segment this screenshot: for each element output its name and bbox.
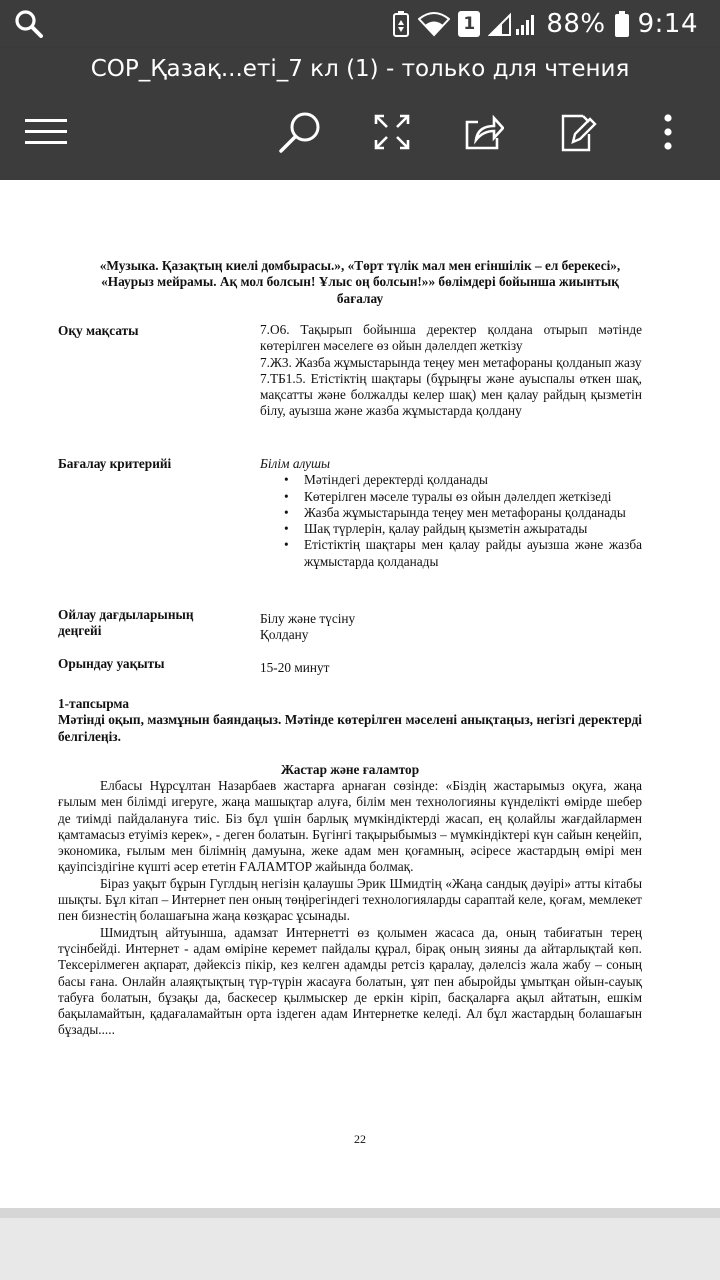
thinking-level-value bbox=[260, 611, 642, 644]
document-page[interactable] bbox=[0, 180, 720, 1208]
article-body bbox=[58, 778, 642, 1039]
sim-icon bbox=[458, 11, 480, 37]
thinking-level-line: Білу және түсіну bbox=[260, 611, 356, 626]
edit-button[interactable] bbox=[550, 110, 606, 158]
sim-badge: 1 bbox=[463, 14, 476, 34]
thinking-level-label bbox=[58, 607, 194, 640]
learning-goals-value bbox=[260, 322, 642, 420]
learning-goal: 7.ТБ1.5. Етістіктің шақтары (бұрыңғы және ауыспалы өткен шақ, мақсатты және болжалды келер шақ) мен қалау райдың қызметін білу, ауызша және жазба жұмыстарда қолдану bbox=[260, 370, 642, 419]
list-item: • Жазба жұмыстарында теңеу мен метафораны қолданады bbox=[260, 505, 642, 521]
duration-value: 15-20 минут bbox=[260, 660, 330, 675]
menu-icon bbox=[25, 117, 67, 152]
menu-button[interactable] bbox=[18, 110, 74, 158]
thinking-level-line: Қолдану bbox=[260, 627, 309, 643]
title-line: бағалау bbox=[336, 290, 384, 306]
criteria-intro: Білім алушы bbox=[260, 456, 331, 471]
learning-goal: 7.Ж3. Жазба жұмыстарында теңеу мен метафораны қолданып жазу bbox=[260, 354, 642, 370]
wifi-icon bbox=[418, 11, 450, 37]
clock: 9:14 bbox=[637, 9, 698, 39]
article-paragraph: Елбасы Нұрсұлтан Назарбаев жастарға арнаған сөзінде: «Біздің жастарымыз оқуға, жаңа ғылым мен білімді игеруге, жаңа машықтар алуға, білім мен технологияны күнделікті өмірде шебер де тиімді пайдалануға тиіс. Біз бұл үшін барлық мүмкіндіктерді жасап, ең қолайлы жағдайлармен қамтамасыз етуіміз керек», - деген болатын. Бүгінгі тақырыбымыз – мүмкіндіктері күн сайын кеңейіп, экономика, ғылым мен білімнің дамуына, жеке адам мен қоғамның, әсіресе жастардың өмірі мен қауіпсіздігіне күшті әсер ететін ҒАЛАМТОР жайында болмақ. bbox=[58, 778, 642, 875]
share-icon bbox=[464, 114, 504, 155]
article-paragraph: Біраз уақыт бұрын Гуглдың негізін қалаушы Эрик Шмидтің «Жаңа сандық дәуірі» атты кітабы шықты. Бұл кітап – Интернет пен оның төңірегіндегі технологияларды сараптай келе, қоғам, мемлекет пен бизнестің болашағына жаңа көзқарас ұсынады. bbox=[58, 875, 642, 924]
title-line: «Музыка. Қазақтың киелі домбырасы.», «Төрт түлік мал мен егіншілік – ел берекесі», bbox=[99, 258, 621, 273]
signal-icon bbox=[488, 11, 538, 37]
battery-percent: 88% bbox=[546, 9, 606, 39]
more-options-button[interactable] bbox=[640, 110, 696, 158]
status-bar bbox=[0, 0, 720, 48]
criteria-value bbox=[260, 456, 642, 570]
fit-screen-icon bbox=[374, 114, 410, 155]
page-separator bbox=[0, 1208, 720, 1218]
article-title: Жастар және ғаламтор bbox=[280, 762, 420, 777]
more-icon bbox=[663, 114, 673, 155]
thinking-level-label-line: деңгейі bbox=[58, 623, 102, 639]
learning-goals-label: Оқу мақсаты bbox=[58, 323, 139, 338]
edit-icon bbox=[559, 112, 597, 157]
page-number: 22 bbox=[354, 1132, 366, 1146]
list-item: • Шақ түрлерін, қалау райдың қызметін ажыратады bbox=[260, 521, 642, 537]
title-line: «Наурыз мейрамы. Ақ мол болсын! Ұлыс оң болсын!»» бөлімдері бойынша жиынтық bbox=[101, 274, 619, 290]
criteria-label: Бағалау критерийі bbox=[58, 456, 172, 471]
criteria-list bbox=[260, 472, 642, 570]
search-icon[interactable] bbox=[14, 9, 44, 39]
list-item: • Көтерілген мәселе туралы өз ойын дәлелдеп жеткізеді bbox=[260, 489, 642, 505]
fit-screen-button[interactable] bbox=[364, 110, 420, 158]
task-instruction: Мәтінді оқып, мазмұнын баяндаңыз. Мәтінде көтерілген мәселені анықтаңыз, негізгі деректерді белгілеңіз. bbox=[58, 712, 642, 744]
document-title: СОР_Қазақ...еті_7 кл (1) - только для чтения bbox=[90, 56, 630, 82]
learning-goal: 7.О6. Тақырып бойынша деректер қолдана отырып мәтінде көтерілген мәселеге өз ойын дәлелдеп жеткізу bbox=[260, 322, 642, 354]
search-button[interactable] bbox=[272, 110, 328, 158]
battery-icon bbox=[614, 10, 630, 38]
article-paragraph: Шмидтың айтуынша, адамзат Интернетті өз қолымен жасаса да, оның табиғатын терең түсінбейді. Интернет - адам өміріне керемет пайдалы құрал, бірақ оның зияны да айтарлықтай көп. Тексерілмеген ақпарат, дәйексіз пікір, кез келген адамды ретсіз қаралау, дәлелсіз жала жабу – соның басы ғана. Онлайн алаяқтықтың түр-түрін жасауға болатын, ұят пен абыройды ұмытқан ойын-сауық табуға болатын, бұзақы да, баскесер қылмыскер де еркін кіріп, басқаларға ақыл айтатын, ешкім бақыламайтын, қадағаламайтын орта іздеген адам Интернетке келеді. Ал бұл жастардың болашағын бұзады..... bbox=[58, 924, 642, 1038]
share-button[interactable] bbox=[456, 110, 512, 158]
thinking-level-label-line: Ойлау дағдыларының bbox=[58, 607, 194, 622]
search-icon bbox=[278, 110, 322, 159]
duration-label: Орындау уақыты bbox=[58, 656, 165, 671]
assessment-title bbox=[58, 258, 662, 307]
list-item: • Мәтіндегі деректерді қолданады bbox=[260, 472, 642, 488]
task-heading: 1-тапсырма bbox=[58, 696, 129, 711]
list-item: • Етістіктің шақтары мен қалау райды ауызша және жазба жұмыстарда қолданады bbox=[260, 537, 642, 570]
app-header bbox=[0, 48, 720, 180]
battery-saver-icon bbox=[392, 10, 410, 38]
task-block bbox=[58, 696, 642, 745]
